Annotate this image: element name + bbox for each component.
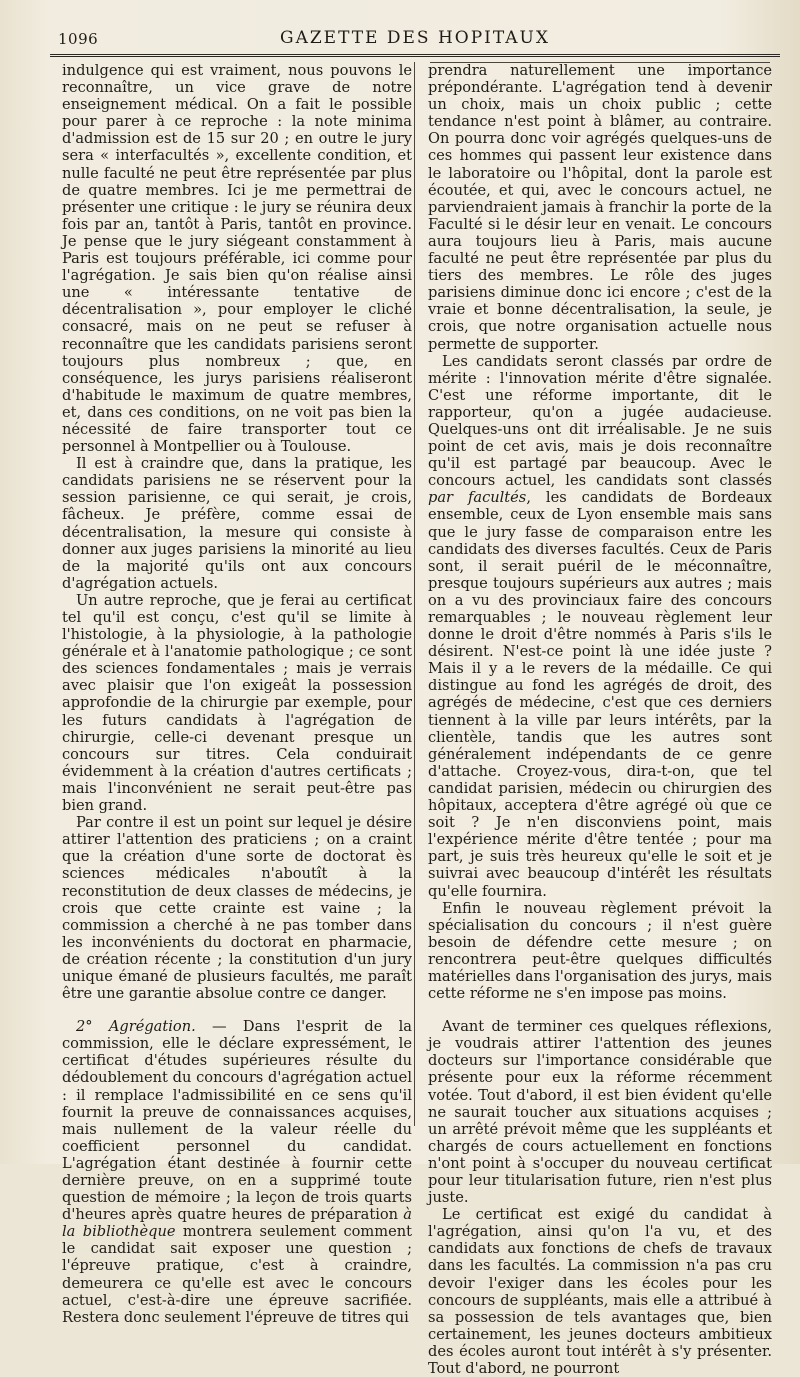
italic-phrase: à la bibliothèque (62, 1206, 412, 1241)
right-column (428, 62, 772, 1377)
paragraph (428, 353, 772, 900)
paragraph: Par contre il est un point sur lequel je désire attirer l'attention des praticiens ; on a craint que la création d'une sorte de doctorat ès sciences médicales n'aboutît à la reconstitution de deux classes de médecins, je crois que cette crainte est vaine ; la commission a cherché à ne pas tomber dans les inconvénients du doctorat en pharmacie, de création récente ; la constitution d'un jury unique émané de plusieurs facultés, me paraît être une garantie absolue contre ce danger. (62, 814, 412, 1003)
section-heading: 2° Agrégation. (76, 1018, 196, 1036)
section-paragraph (62, 1018, 412, 1326)
left-column (62, 62, 412, 1326)
paragraph: Le certificat est exigé du candidat à l'agrégation, ainsi qu'on l'a vu, et des candidats aux fonctions de chefs de travaux dans les facultés. La commission n'a pas cru devoir l'exiger dans les écoles pour les concours de suppléants, mais elle a attribué à sa possession de tels avantages que, bien certainement, les jeunes docteurs ambitieux des écoles auront tout intérêt à s'y présenter. Tout d'abord, ne pourront (428, 1206, 772, 1377)
paragraph: indulgence qui est vraiment, nous pouvons le reconnaître, un vice grave de notre enseignement médical. On a fait le possible pour parer à ce reproche : la note minima d'admission est de 15 sur 20 ; en outre le jury sera « interfacultés », excellente condition, et nulle faculté ne peut être représentée par plus de quatre membres. Ici je me permettrai de présenter une critique : le jury se réunira deux fois par an, tantôt à Paris, tantôt en province. Je pense que le jury siégeant constamment à Paris est toujours préférable, ici comme pour l'agrégation. Je sais bien qu'on réalise ainsi une « intéressante tentative de décentralisation », pour employer le cliché consacré, mais on ne peut se refuser à reconnaître que les candidats parisiens seront toujours plus nombreux ; que, en conséquence, les jurys parisiens réaliseront d'habitude le maximum de quatre membres, et, dans ces conditions, on ne voit pas bien la nécessité de faire transporter tout ce personnel à Montpellier ou à Toulouse. (62, 62, 412, 456)
paragraph-gap (428, 1002, 772, 1018)
paragraph: Enfin le nouveau règlement prévoit la spécialisation du concours ; il n'est guère besoin de défendre cette mesure ; on rencontrera peut-être quelques difficultés matérielles dans l'organisation des jurys, mais cette réforme ne s'en impose pas moins. (428, 899, 772, 1003)
paragraph: Un autre reproche, que je ferai au certificat tel qu'il est conçu, c'est qu'il se limite à l'histologie, à la physiologie, à la pathologie générale et à l'anatomie pathologique ; ce sont des sciences fondamentales ; mais je verrais avec plaisir que l'on exigeât la possession approfondie de la chirurgie par exemple, pour les futurs candidats à l'agrégation de chirurgie, celle-ci devenant presque un concours sur titres. Cela conduirait évidemment à la création d'autres certificats ; mais l'inconvénient ne serait peut-être pas bien grand. (62, 591, 412, 815)
paragraph-text: montrera seulement comment le candidat sait exposer une question ; l'épreuve pratique, c'est à craindre, demeurera ce qu'elle est avec le concours actuel, c'est-à-dire une épreuve sacrifiée. Restera donc seulement l'épreuve de titres qui (62, 1223, 412, 1326)
running-title: GAZETTE DES HOPITAUX (279, 28, 550, 48)
paragraph-text: — Dans l'esprit de la commission, elle le déclare expressément, le certificat d'études supérieures résulte du dédoublement du concours d'agrégation actuel : il remplace l'admissibilité en ce sens qu'il fournit la preuve de connaissances acquises, mais nullement de la valeur réelle du coefficient personnel du candidat. L'agrégation étant destinée à fournir cette dernière preuve, on en a supprimé toute question de mémoire ; la leçon de trois quarts d'heures après quatre heures de préparation (62, 1018, 412, 1224)
paragraph: Avant de terminer ces quelques réflexions, je voudrais attirer l'attention des jeunes docteurs sur l'importance considérable que présente pour eux la réforme récemment votée. Tout d'abord, il est bien évident qu'elle ne saurait toucher aux situations acquises ; un arrêté prévoit même que les suppléants et chargés de cours actuellement en fonctions n'ont point à s'occuper du nouveau certificat pour leur titularisation future, rien n'est plus juste. (428, 1018, 772, 1207)
paragraph: prendra naturellement une importance prépondérante. L'agrégation tend à devenir un choix, mais un choix public ; cette tendance n'est point à blâmer, au contraire. On pourra donc voir agrégés quelques-uns de ces hommes qui passent leur existence dans le laboratoire ou l'hôpital, dont la parole est écoutée, et qui, avec le concours actuel, ne parviendraient jamais à franchir la porte de la Faculté si le désir leur en venait. Le concours aura toujours lieu à Paris, mais aucune faculté ne peut être représentée par plus du tiers des membres. Le rôle des juges parisiens diminue donc ici encore ; c'est de la vraie et bonne décentralisation, la seule, je crois, que notre organisation actuelle nous permette de supporter. (428, 62, 772, 353)
paragraph: Il est à craindre que, dans la pratique, les candidats parisiens ne se réservent pour la session parisienne, ce qui serait, je crois, fâcheux. Je préfère, comme essai de décentralisation, la mesure qui consiste à donner aux juges parisiens la minorité au lieu de la majorité qu'ils ont aux concours d'agrégation actuels. (62, 455, 412, 592)
header-rule (50, 54, 780, 57)
italic-phrase: par facultés (428, 489, 527, 507)
page-header (58, 26, 772, 52)
paragraph-text: , les candidats de Bordeaux ensemble, ceux de Lyon ensemble mais sans que le jury fasse de comparaison entre les candidats des diverses facultés. Ceux de Paris sont, il serait puéril de le méconnaître, presque toujours supérieurs aux autres ; mais on a vu des provinciaux faire des concours remarquables ; le nouveau règlement leur donne le droit d'être nommés à Paris s'ils le désirent. N'est-ce point là une idée juste ? Mais il y a le revers de la médaille. Ce qui distingue au fond les agrégés de droit, des agrégés de médecine, c'est que ces derniers tiennent à la ville par leurs intérêts, par la clientèle, tandis que les autres sont généralement indépendants de ce genre d'attache. Croyez-vous, dira-t-on, que tel candidat parisien, médecin ou chirurgien des hôpitaux, acceptera d'être agrégé où que ce soit ? Je n'en disconviens point, mais l'expérience mérite d'être tentée ; pour ma part, je suis très heureux qu'elle le soit et je suivrai avec beaucoup d'intérêt les résultats qu'elle fournira. (428, 489, 772, 900)
page-number: 1096 (58, 30, 99, 48)
paragraph-text: Les candidats seront classés par ordre de mérite : l'innovation mérite d'être signalée. C'est une réforme importante, dit le rapporteur, qu'on a jugée audacieuse. Quelques-uns ont dit irréalisable. Je ne suis point de cet avis, mais je dois reconnaître qu'il est partagé par beaucoup. Avec le concours actuel, les candidats sont classés (428, 352, 772, 490)
column-divider (414, 62, 415, 1126)
paragraph-gap (62, 1002, 412, 1018)
